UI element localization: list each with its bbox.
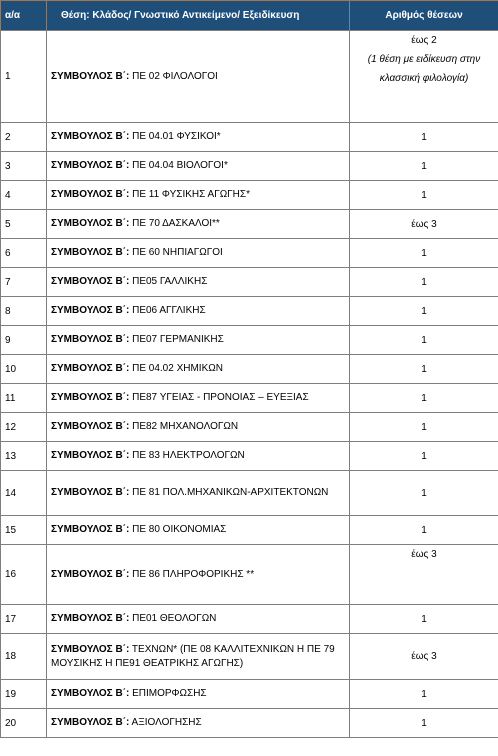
row-position [47, 123, 350, 152]
row-desc: ΠΕ87 ΥΓΕΙΑΣ - ΠΡΟΝΟΙΑΣ – ΕΥΕΞΙΑΣ [129, 392, 309, 403]
table-row [1, 605, 498, 634]
row-count: 1 [350, 355, 498, 384]
table-row [1, 326, 498, 355]
table-row [1, 471, 498, 516]
row-count: 1 [350, 605, 498, 634]
row-desc: ΠΕ05 ΓΑΛΛΙΚΗΣ [129, 276, 208, 287]
row-position [47, 31, 350, 123]
row-aa: 7 [1, 268, 47, 297]
table-row [1, 31, 498, 123]
row-position [47, 326, 350, 355]
row-title: ΣΥΜΒΟΥΛΟΣ Β΄: [51, 276, 130, 287]
table-row [1, 384, 498, 413]
row-count: 1 [350, 516, 498, 545]
row-count: 1 [350, 297, 498, 326]
table-row [1, 709, 498, 738]
row-aa: 9 [1, 326, 47, 355]
header-aa: α/α [1, 1, 47, 31]
table-row [1, 413, 498, 442]
row-aa: 18 [1, 634, 47, 680]
row-position [47, 181, 350, 210]
row-aa: 1 [1, 31, 47, 123]
table-row [1, 545, 498, 605]
row-desc: ΠΕ 02 ΦΙΛΟΛΟΓΟΙ [129, 70, 218, 82]
row-count: 1 [350, 239, 498, 268]
row-aa: 20 [1, 709, 47, 738]
row-desc: ΠΕ01 ΘΕΟΛΟΓΩΝ [129, 613, 217, 624]
row-title: ΣΥΜΒΟΥΛΟΣ Β΄: [51, 160, 130, 171]
row-desc: ΠΕ 04.01 ΦΥΣΙΚΟΙ* [129, 131, 221, 142]
row-count: 1 [350, 413, 498, 442]
row-count-note: (1 θέση με ειδίκευση στην κλασσική φιλολογία) [367, 54, 481, 84]
row-position [47, 545, 350, 605]
row-aa: 15 [1, 516, 47, 545]
row-title: ΣΥΜΒΟΥΛΟΣ Β΄: [51, 450, 130, 461]
row-position [47, 239, 350, 268]
row-position [47, 709, 350, 738]
row-position [47, 442, 350, 471]
table-header-row [1, 1, 498, 31]
row-desc: ΠΕ 04.04 ΒΙΟΛΟΓΟΙ* [129, 160, 228, 171]
row-title: ΣΥΜΒΟΥΛΟΣ Β΄: [51, 487, 130, 498]
table-row [1, 123, 498, 152]
row-position [47, 605, 350, 634]
row-desc: ΠΕ 83 ΗΛΕΚΤΡΟΛΟΓΩΝ [129, 450, 245, 461]
row-count: 1 [350, 152, 498, 181]
row-count: 1 [350, 181, 498, 210]
row-desc: ΤΕΧΝΩΝ* (ΠΕ 08 ΚΑΛΛΙΤΕΧΝΙΚΩΝ Η ΠΕ 79 ΜΟΥΣΙΚΗΣ Η ΠΕ91 ΘΕΑΤΡΙΚΗΣ ΑΓΩΓΗΣ) [51, 643, 335, 669]
row-aa: 2 [1, 123, 47, 152]
row-title: ΣΥΜΒΟΥΛΟΣ Β΄: [51, 70, 130, 82]
row-position [47, 152, 350, 181]
row-desc: ΠΕ 60 ΝΗΠΙΑΓΩΓΟΙ [129, 247, 223, 258]
row-aa: 17 [1, 605, 47, 634]
row-title: ΣΥΜΒΟΥΛΟΣ Β΄: [51, 189, 130, 200]
row-title: ΣΥΜΒΟΥΛΟΣ Β΄: [51, 334, 130, 345]
row-aa: 16 [1, 545, 47, 605]
row-count: έως 3 [350, 210, 498, 239]
row-count: 1 [350, 471, 498, 516]
row-position [47, 516, 350, 545]
row-position [47, 384, 350, 413]
row-aa: 10 [1, 355, 47, 384]
row-count: 1 [350, 442, 498, 471]
row-title: ΣΥΜΒΟΥΛΟΣ Β΄: [51, 717, 130, 728]
row-count [350, 31, 498, 123]
row-aa: 4 [1, 181, 47, 210]
row-count: 1 [350, 123, 498, 152]
row-title: ΣΥΜΒΟΥΛΟΣ Β΄: [51, 688, 130, 699]
row-position [47, 210, 350, 239]
row-aa: 11 [1, 384, 47, 413]
table-row [1, 152, 498, 181]
row-title: ΣΥΜΒΟΥΛΟΣ Β΄: [51, 247, 130, 258]
row-aa: 13 [1, 442, 47, 471]
table-row [1, 239, 498, 268]
row-count: 1 [350, 268, 498, 297]
row-position [47, 268, 350, 297]
row-count: 1 [350, 326, 498, 355]
row-desc: ΠΕ 11 ΦΥΣΙΚΗΣ ΑΓΩΓΗΣ* [129, 189, 250, 200]
row-position [47, 355, 350, 384]
row-desc: ΕΠΙΜΟΡΦΩΣΗΣ [129, 688, 207, 699]
row-desc: ΠΕ82 ΜΗΧΑΝΟΛΟΓΩΝ [129, 421, 239, 432]
table-row [1, 355, 498, 384]
row-title: ΣΥΜΒΟΥΛΟΣ Β΄: [51, 363, 130, 374]
row-aa: 6 [1, 239, 47, 268]
table-row [1, 210, 498, 239]
row-count: έως 3 [350, 545, 498, 605]
row-aa: 12 [1, 413, 47, 442]
table-row [1, 634, 498, 680]
row-title: ΣΥΜΒΟΥΛΟΣ Β΄: [51, 131, 130, 142]
table-row [1, 442, 498, 471]
row-title: ΣΥΜΒΟΥΛΟΣ Β΄: [51, 613, 130, 624]
row-count: έως 3 [350, 634, 498, 680]
row-aa: 5 [1, 210, 47, 239]
row-title: ΣΥΜΒΟΥΛΟΣ Β΄: [51, 524, 130, 535]
row-aa: 14 [1, 471, 47, 516]
row-aa: 3 [1, 152, 47, 181]
row-count: 1 [350, 680, 498, 709]
row-title: ΣΥΜΒΟΥΛΟΣ Β΄: [51, 421, 130, 432]
table-row [1, 516, 498, 545]
header-position: Θέση: Κλάδος/ Γνωστικό Αντικείμενο/ Εξειδίκευση [47, 1, 350, 31]
table-row [1, 297, 498, 326]
table-row [1, 268, 498, 297]
row-title: ΣΥΜΒΟΥΛΟΣ Β΄: [51, 305, 130, 316]
row-desc: ΠΕ 81 ΠΟΛ.ΜΗΧΑΝΙΚΩΝ-ΑΡΧΙΤΕΚΤΟΝΩΝ [129, 487, 329, 498]
row-title: ΣΥΜΒΟΥΛΟΣ Β΄: [51, 392, 130, 403]
row-desc: ΠΕ07 ΓΕΡΜΑΝΙΚΗΣ [129, 334, 224, 345]
row-title: ΣΥΜΒΟΥΛΟΣ Β΄: [51, 568, 130, 580]
row-desc: ΠΕ 70 ΔΑΣΚΑΛΟΙ** [129, 218, 220, 229]
row-count: 1 [350, 384, 498, 413]
row-aa: 8 [1, 297, 47, 326]
table-row [1, 680, 498, 709]
row-position [47, 634, 350, 680]
row-position [47, 471, 350, 516]
row-desc: ΠΕ 86 ΠΛΗΡΟΦΟΡΙΚΗΣ ** [129, 568, 255, 580]
row-position [47, 297, 350, 326]
row-desc: ΠΕ 04.02 ΧΗΜΙΚΩΝ [129, 363, 223, 374]
row-desc: ΠΕ06 ΑΓΓΛΙΚΗΣ [129, 305, 206, 316]
row-count-value: έως 2 [411, 35, 437, 46]
row-count: 1 [350, 709, 498, 738]
row-position [47, 413, 350, 442]
row-title: ΣΥΜΒΟΥΛΟΣ Β΄: [51, 218, 130, 229]
row-desc: ΠΕ 80 ΟΙΚΟΝΟΜΙΑΣ [129, 524, 227, 535]
header-count: Αριθμός θέσεων [350, 1, 498, 31]
row-title: ΣΥΜΒΟΥΛΟΣ Β΄: [51, 643, 130, 655]
row-desc: ΑΞΙΟΛΟΓΗΣΗΣ [129, 717, 202, 728]
row-aa: 19 [1, 680, 47, 709]
row-position [47, 680, 350, 709]
table-row [1, 181, 498, 210]
